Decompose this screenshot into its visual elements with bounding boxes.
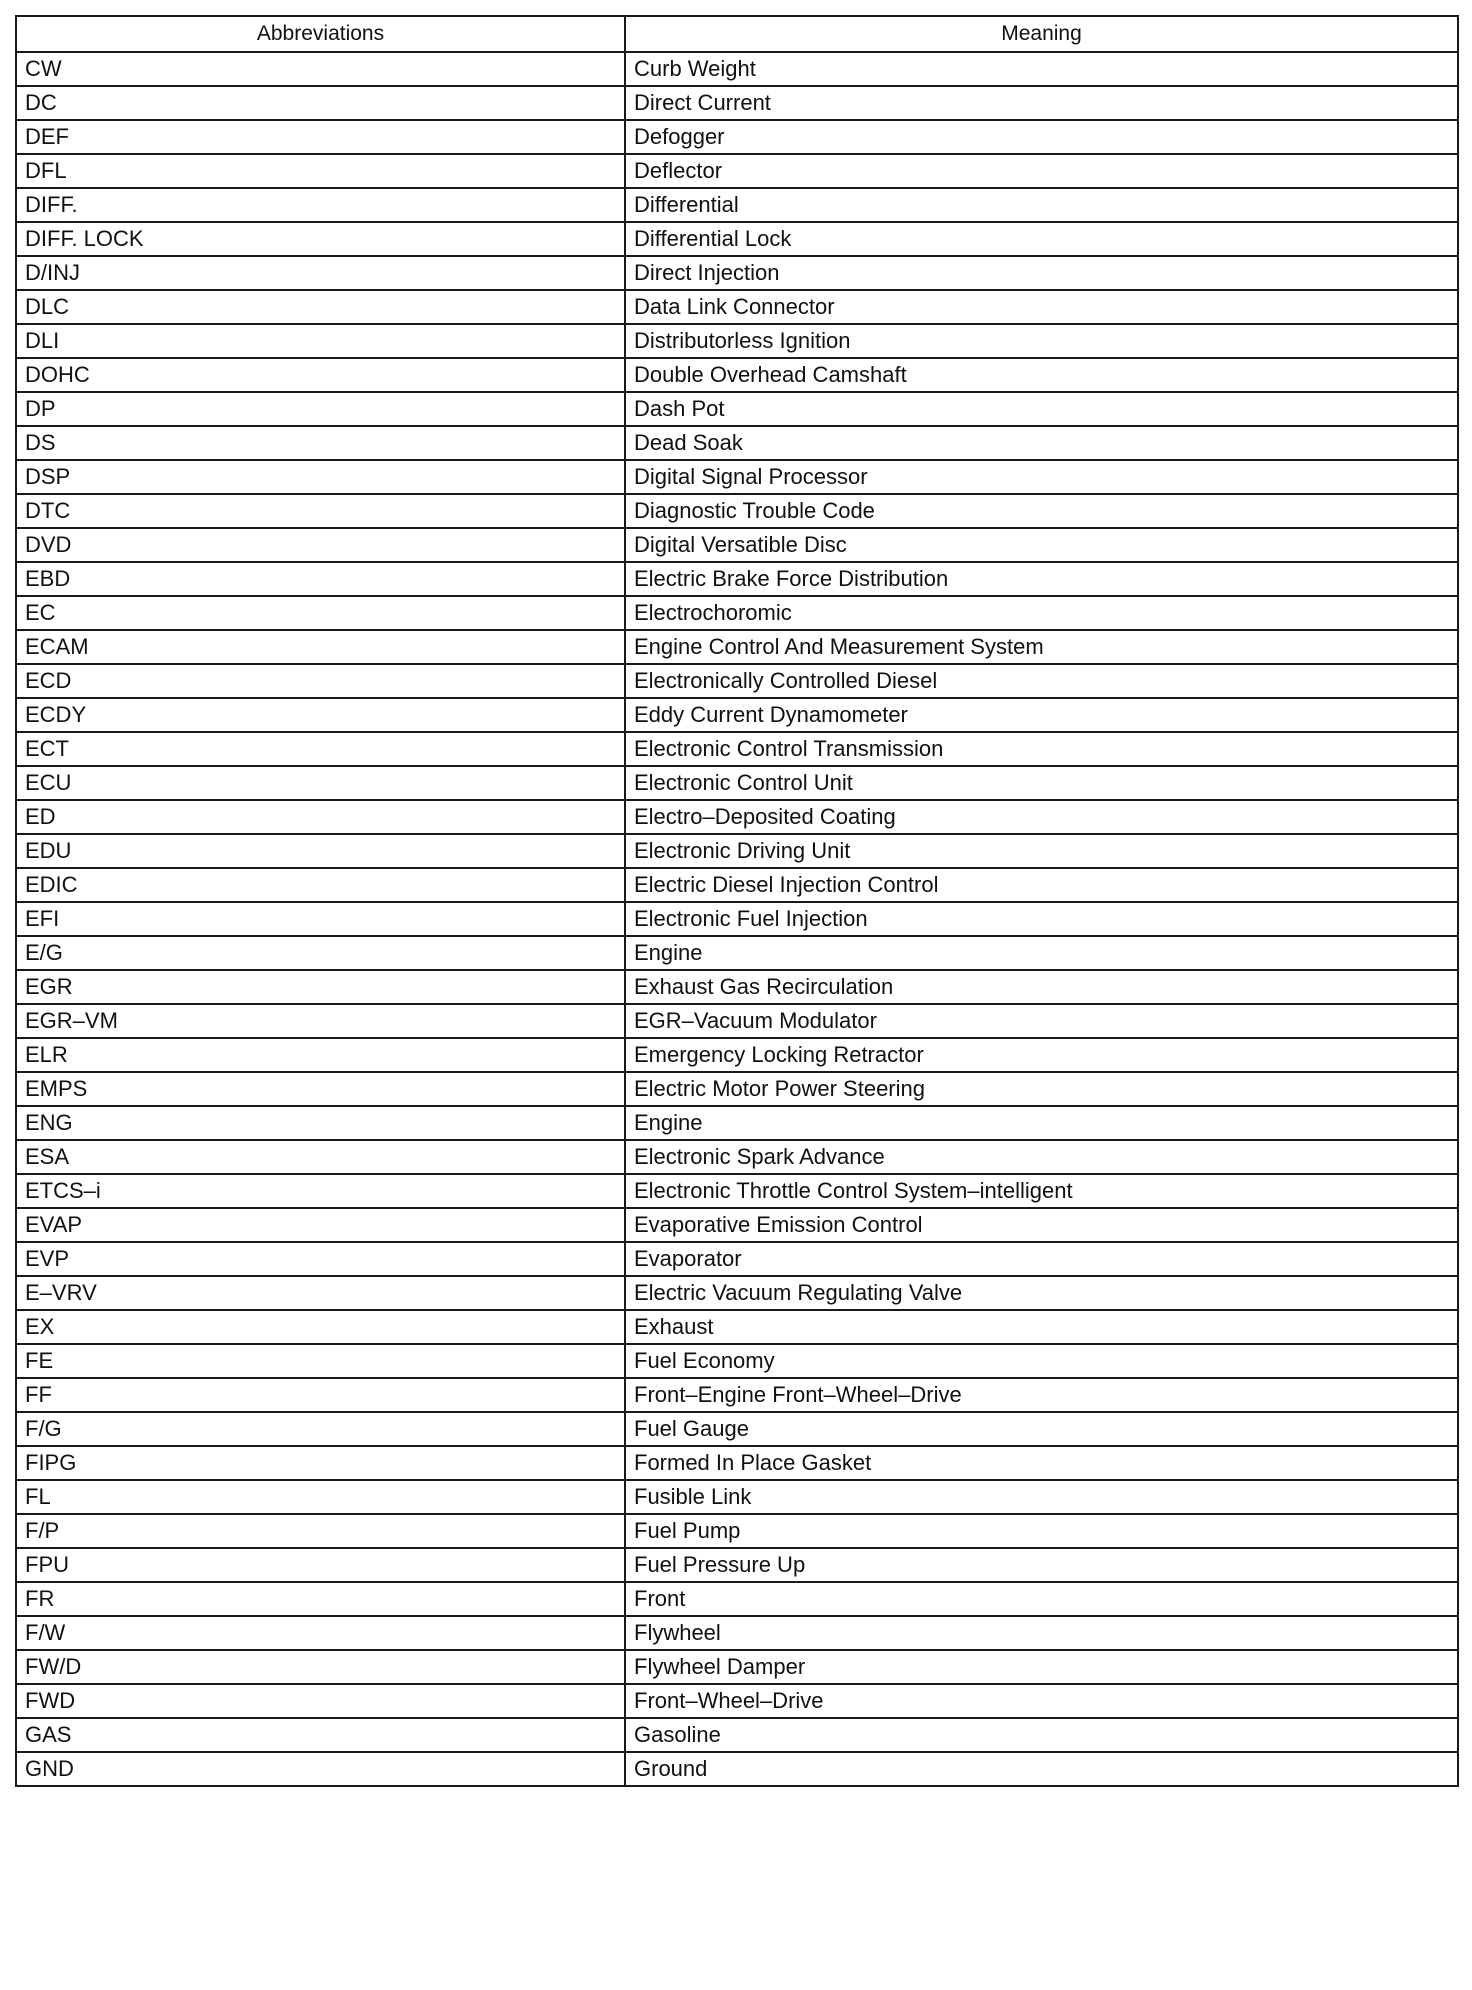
table-row <box>16 1310 1458 1344</box>
abbreviation-cell: DIFF. <box>16 188 625 222</box>
table-row <box>16 1412 1458 1446</box>
abbreviation-cell: EX <box>16 1310 625 1344</box>
table-header <box>16 16 1458 52</box>
meaning-cell: Electric Motor Power Steering <box>625 1072 1458 1106</box>
header-abbreviations: Abbreviations <box>16 16 625 52</box>
abbreviation-cell: EDIC <box>16 868 625 902</box>
meaning-cell: Engine <box>625 1106 1458 1140</box>
meaning-cell: Diagnostic Trouble Code <box>625 494 1458 528</box>
abbreviation-cell: ETCS–i <box>16 1174 625 1208</box>
abbreviation-cell: D/INJ <box>16 256 625 290</box>
meaning-cell: Electronic Throttle Control System–intelligent <box>625 1174 1458 1208</box>
meaning-cell: Electronic Driving Unit <box>625 834 1458 868</box>
table-row <box>16 120 1458 154</box>
table-row <box>16 1344 1458 1378</box>
meaning-cell: Curb Weight <box>625 52 1458 86</box>
meaning-cell: Fuel Pressure Up <box>625 1548 1458 1582</box>
abbreviation-cell: FIPG <box>16 1446 625 1480</box>
meaning-cell: Flywheel Damper <box>625 1650 1458 1684</box>
meaning-cell: Differential <box>625 188 1458 222</box>
table-row <box>16 460 1458 494</box>
abbreviation-cell: E–VRV <box>16 1276 625 1310</box>
table-row <box>16 902 1458 936</box>
meaning-cell: Double Overhead Camshaft <box>625 358 1458 392</box>
table-row <box>16 1684 1458 1718</box>
abbreviation-cell: FF <box>16 1378 625 1412</box>
meaning-cell: Direct Injection <box>625 256 1458 290</box>
table-row <box>16 596 1458 630</box>
abbreviation-cell: FWD <box>16 1684 625 1718</box>
abbreviation-cell: DLI <box>16 324 625 358</box>
abbreviation-cell: DP <box>16 392 625 426</box>
meaning-cell: Electric Diesel Injection Control <box>625 868 1458 902</box>
table-row <box>16 1548 1458 1582</box>
table-row <box>16 1616 1458 1650</box>
meaning-cell: Exhaust Gas Recirculation <box>625 970 1458 1004</box>
table-row <box>16 800 1458 834</box>
abbreviation-cell: ELR <box>16 1038 625 1072</box>
abbreviation-cell: FL <box>16 1480 625 1514</box>
abbreviation-cell: ECD <box>16 664 625 698</box>
table-row <box>16 732 1458 766</box>
table-row <box>16 664 1458 698</box>
table-row <box>16 698 1458 732</box>
meaning-cell: Electric Brake Force Distribution <box>625 562 1458 596</box>
table-row <box>16 154 1458 188</box>
table-row <box>16 1650 1458 1684</box>
meaning-cell: Engine Control And Measurement System <box>625 630 1458 664</box>
meaning-cell: Fusible Link <box>625 1480 1458 1514</box>
meaning-cell: Flywheel <box>625 1616 1458 1650</box>
header-meaning: Meaning <box>625 16 1458 52</box>
meaning-cell: Direct Current <box>625 86 1458 120</box>
meaning-cell: Eddy Current Dynamometer <box>625 698 1458 732</box>
meaning-cell: Formed In Place Gasket <box>625 1446 1458 1480</box>
abbreviation-cell: EGR <box>16 970 625 1004</box>
abbreviation-cell: EVP <box>16 1242 625 1276</box>
table-row <box>16 766 1458 800</box>
table-row <box>16 426 1458 460</box>
meaning-cell: Dash Pot <box>625 392 1458 426</box>
table-row <box>16 1140 1458 1174</box>
abbreviation-cell: ECAM <box>16 630 625 664</box>
meaning-cell: Defogger <box>625 120 1458 154</box>
abbreviation-cell: ECDY <box>16 698 625 732</box>
abbreviation-cell: F/W <box>16 1616 625 1650</box>
meaning-cell: Dead Soak <box>625 426 1458 460</box>
abbreviation-cell: DVD <box>16 528 625 562</box>
abbreviation-cell: F/P <box>16 1514 625 1548</box>
table-row <box>16 868 1458 902</box>
abbreviation-cell: DSP <box>16 460 625 494</box>
table-row <box>16 1514 1458 1548</box>
abbreviation-cell: CW <box>16 52 625 86</box>
meaning-cell: Electronic Control Transmission <box>625 732 1458 766</box>
table-row <box>16 86 1458 120</box>
meaning-cell: Electronic Spark Advance <box>625 1140 1458 1174</box>
meaning-cell: Electronic Fuel Injection <box>625 902 1458 936</box>
table-row <box>16 1072 1458 1106</box>
abbreviation-cell: ED <box>16 800 625 834</box>
meaning-cell: Digital Versatible Disc <box>625 528 1458 562</box>
table-row <box>16 1208 1458 1242</box>
meaning-cell: Data Link Connector <box>625 290 1458 324</box>
abbreviation-cell: FE <box>16 1344 625 1378</box>
abbreviation-cell: ESA <box>16 1140 625 1174</box>
meaning-cell: Evaporative Emission Control <box>625 1208 1458 1242</box>
meaning-cell: EGR–Vacuum Modulator <box>625 1004 1458 1038</box>
table-row <box>16 1004 1458 1038</box>
abbreviation-cell: EFI <box>16 902 625 936</box>
meaning-cell: Digital Signal Processor <box>625 460 1458 494</box>
meaning-cell: Emergency Locking Retractor <box>625 1038 1458 1072</box>
abbreviations-table <box>15 15 1459 1787</box>
table-row <box>16 1480 1458 1514</box>
meaning-cell: Fuel Economy <box>625 1344 1458 1378</box>
meaning-cell: Ground <box>625 1752 1458 1786</box>
table-row <box>16 1106 1458 1140</box>
meaning-cell: Front–Engine Front–Wheel–Drive <box>625 1378 1458 1412</box>
meaning-cell: Electronic Control Unit <box>625 766 1458 800</box>
abbreviation-cell: EMPS <box>16 1072 625 1106</box>
abbreviation-cell: DLC <box>16 290 625 324</box>
meaning-cell: Distributorless Ignition <box>625 324 1458 358</box>
abbreviation-cell: DEF <box>16 120 625 154</box>
table-row <box>16 392 1458 426</box>
table-row <box>16 358 1458 392</box>
table-row <box>16 188 1458 222</box>
meaning-cell: Electro–Deposited Coating <box>625 800 1458 834</box>
table-row <box>16 1752 1458 1786</box>
meaning-cell: Exhaust <box>625 1310 1458 1344</box>
abbreviation-cell: DC <box>16 86 625 120</box>
table-row <box>16 222 1458 256</box>
abbreviation-cell: ECU <box>16 766 625 800</box>
abbreviation-cell: DFL <box>16 154 625 188</box>
abbreviation-cell: GND <box>16 1752 625 1786</box>
abbreviation-cell: FR <box>16 1582 625 1616</box>
table-row <box>16 970 1458 1004</box>
table-row <box>16 528 1458 562</box>
table-row <box>16 324 1458 358</box>
table-row <box>16 936 1458 970</box>
table-row <box>16 1718 1458 1752</box>
abbreviation-cell: GAS <box>16 1718 625 1752</box>
abbreviation-cell: EBD <box>16 562 625 596</box>
table-row <box>16 494 1458 528</box>
abbreviation-cell: F/G <box>16 1412 625 1446</box>
table-row <box>16 1038 1458 1072</box>
table-row <box>16 1446 1458 1480</box>
abbreviation-cell: EC <box>16 596 625 630</box>
table-row <box>16 1242 1458 1276</box>
table-row <box>16 1378 1458 1412</box>
abbreviation-cell: E/G <box>16 936 625 970</box>
meaning-cell: Electronically Controlled Diesel <box>625 664 1458 698</box>
meaning-cell: Front <box>625 1582 1458 1616</box>
meaning-cell: Fuel Pump <box>625 1514 1458 1548</box>
meaning-cell: Front–Wheel–Drive <box>625 1684 1458 1718</box>
abbreviation-cell: FW/D <box>16 1650 625 1684</box>
abbreviation-cell: ENG <box>16 1106 625 1140</box>
table-row <box>16 52 1458 86</box>
meaning-cell: Engine <box>625 936 1458 970</box>
abbreviation-cell: DS <box>16 426 625 460</box>
table-row <box>16 1276 1458 1310</box>
table-row <box>16 630 1458 664</box>
abbreviation-cell: DTC <box>16 494 625 528</box>
meaning-cell: Deflector <box>625 154 1458 188</box>
table-row <box>16 1174 1458 1208</box>
table-row <box>16 290 1458 324</box>
meaning-cell: Gasoline <box>625 1718 1458 1752</box>
table-row <box>16 562 1458 596</box>
meaning-cell: Electric Vacuum Regulating Valve <box>625 1276 1458 1310</box>
abbreviation-cell: EGR–VM <box>16 1004 625 1038</box>
meaning-cell: Electrochoromic <box>625 596 1458 630</box>
abbreviation-cell: FPU <box>16 1548 625 1582</box>
abbreviation-cell: EVAP <box>16 1208 625 1242</box>
table-row <box>16 834 1458 868</box>
abbreviation-cell: EDU <box>16 834 625 868</box>
meaning-cell: Fuel Gauge <box>625 1412 1458 1446</box>
meaning-cell: Evaporator <box>625 1242 1458 1276</box>
table-row <box>16 1582 1458 1616</box>
abbreviation-cell: DIFF. LOCK <box>16 222 625 256</box>
table-row <box>16 256 1458 290</box>
meaning-cell: Differential Lock <box>625 222 1458 256</box>
abbreviation-cell: ECT <box>16 732 625 766</box>
table-body <box>16 52 1458 1786</box>
abbreviation-cell: DOHC <box>16 358 625 392</box>
header-row <box>16 16 1458 52</box>
